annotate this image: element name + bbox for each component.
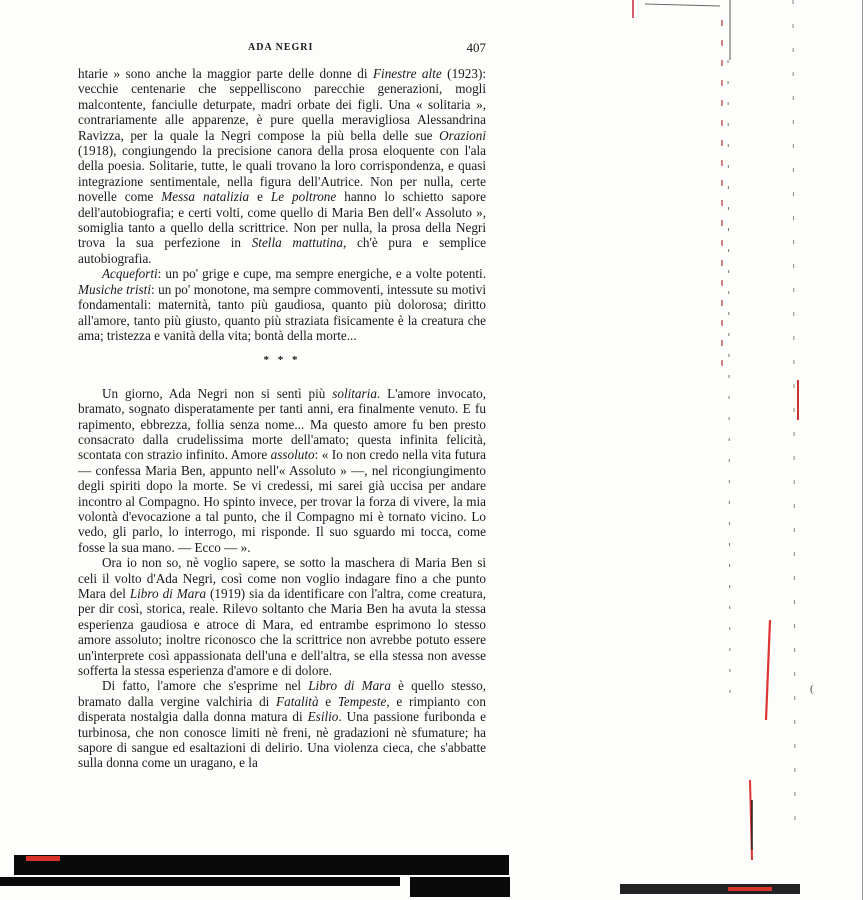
italic-title: Finestre alte: [372, 66, 442, 81]
paragraph: [78, 66, 486, 266]
text-run: . L'amore invocato, bramato, sognato disperatamente per tanti anni, era finalmente venuto. E fu rapimento, ebbrezza, follia senza nome... Ma questo amore fu ben presto consacrato dalla crudelissima morte dell'amato; questa infinita felicità, scontata con strazio infinito. Amore: [78, 385, 486, 463]
paragraph: [78, 386, 486, 555]
scan-band-bottom: [0, 877, 400, 886]
text-run: Un giorno, Ada Negri non si sentì più: [102, 385, 333, 401]
page-header: [78, 40, 486, 58]
text-run: . Una passione furibonda e turbinosa, che non conosce limiti nè freni, nè gradazioni nè sfumature; ha sapore di sangue ed esaltazioni di delirio. Una violenza cieca, che s'abbatte sulla donna come un uragano, e la: [78, 709, 486, 771]
paragraph: [78, 266, 486, 343]
text-run: è quello stesso, bramato dalla vergine valchiria di: [78, 678, 486, 709]
italic-title: Tempeste: [337, 693, 387, 709]
text-run: (1918), congiungendo la precisione canora della prosa eloquente con l'ala della poesia. Solitarie, tutte, le quali trovano la loro corrispondenza, e quasi integrazione sentimentale, nella figura dell'Autrice. Non per nulla, certe novelle come: [78, 143, 486, 205]
section-separator: * * *: [263, 354, 301, 367]
italic-title: assoluto: [270, 447, 315, 463]
text-run: : un po' grige e cupe, ma sempre energiche, e a volte potenti.: [157, 266, 486, 282]
text-run: hanno lo schietto sapore dell'autobiografia; e certi volti, come quello di Maria Ben dell'« Assoluto », somiglia tanto a quello della scrittrice. Non per nulla, la prosa della Negri trova la sua perfezione in: [78, 189, 487, 251]
italic-title: Musiche tristi: [78, 281, 152, 297]
italic-title: Libro di Mara: [129, 586, 207, 601]
scan-red-mark-right: [728, 887, 772, 891]
italic-title: Orazioni: [439, 127, 486, 143]
running-title: ADA NEGRI: [248, 42, 314, 53]
text-block-after-separator: [78, 386, 486, 771]
text-run: e: [249, 189, 271, 205]
text-run: (1923): vecchie centenarie che seppelliscono parecchie generazioni, mogli malcontente, fanciulle deturpate, madri orbate dei figli. Una « solitaria », contrariamente alle apparenze, è pure quella meravigliosa Alessandrina Ravizza, per la quale la Negri compose la più bella delle sue: [78, 66, 487, 143]
italic-title: Stella mattutina: [251, 235, 343, 251]
text-run: Ora io non so, nè voglio sapere, se sotto la maschera di Maria Ben si celi il volto d'Ada Negri, così come non voglio indagare fino a che punto Mara del: [78, 555, 486, 601]
text-run: htarie » sono anche la maggior parte delle donne di: [78, 66, 373, 81]
text-run: (1919) sia da identificare con l'altra, come creatura, per dir così, storica, reale. Rilevo soltanto che Maria Ben ha avuta la stessa esperienza gaudiosa e atroce di Mara, ed entrambe esprimono lo stesso amore assoluto; inoltre riconosco che la scrittrice non avrebbe potuto essere un'interprete così appassionata dell'una e dell'altra, se ella stessa non avesse sofferta la stessa esperienza d'amore e di dolore.: [78, 586, 487, 679]
scan-red-mark: [26, 856, 60, 861]
text-run: e: [318, 693, 338, 709]
paragraph: [78, 555, 486, 678]
text-run: : un po' monotone, ma sempre commoventi, intessute su motivi fondamentali: maternità, tanto più gaudiosa, quanto più dolorosa; diritto all'amore, tanto più giusto, quanto più straziata fisicamente è la creatura che ama; tristezza e vanità della vita; bontà della morte...: [78, 281, 486, 343]
italic-title: Le poltrone: [270, 189, 337, 205]
italic-title: Libro di Mara: [308, 678, 391, 694]
scan-band-edge: [620, 884, 800, 894]
scan-band-top: [14, 855, 509, 875]
page-number: 407: [466, 40, 486, 55]
text-run: , ch'è pura e semplice autobiografia.: [78, 235, 486, 266]
italic-title: solitaria: [332, 385, 377, 401]
italic-title: Esilio: [307, 709, 339, 725]
italic-title: Acqueforti: [102, 266, 158, 282]
text-block-before-separator: [78, 66, 486, 343]
text-run: , e rimpianto con disperata nostalgia dalla donna matura di: [78, 693, 486, 725]
scan-band-right: [410, 877, 510, 897]
svg-text:(: (: [810, 683, 814, 695]
body-text: [78, 66, 486, 771]
italic-title: Fatalità: [276, 693, 319, 709]
text-run: : « Io non credo nella vita futura — confessa Maria Ben, appunto nell'« Assoluto » —, nel ricongiungimento degli spiriti dopo la morte. Se vi credessi, mi sarei già uccisa per andare incontro al Compagno. Ho spinto invece, per trovar la forza di vivere, la mia volontà d'evocazione a tal punto, che il Compagno mi è tornato vicino. Lo vedo, gli parlo, lo interrogo, mi risponde. Il suo sguardo mi tocca, come fosse la sua mano. — Ecco — ».: [78, 447, 486, 555]
text-run: Di fatto, l'amore che s'esprime nel: [102, 678, 309, 694]
paragraph: [78, 678, 486, 770]
scan-artifacts: [600, 0, 863, 900]
italic-title: Messa natalizia: [161, 189, 250, 205]
